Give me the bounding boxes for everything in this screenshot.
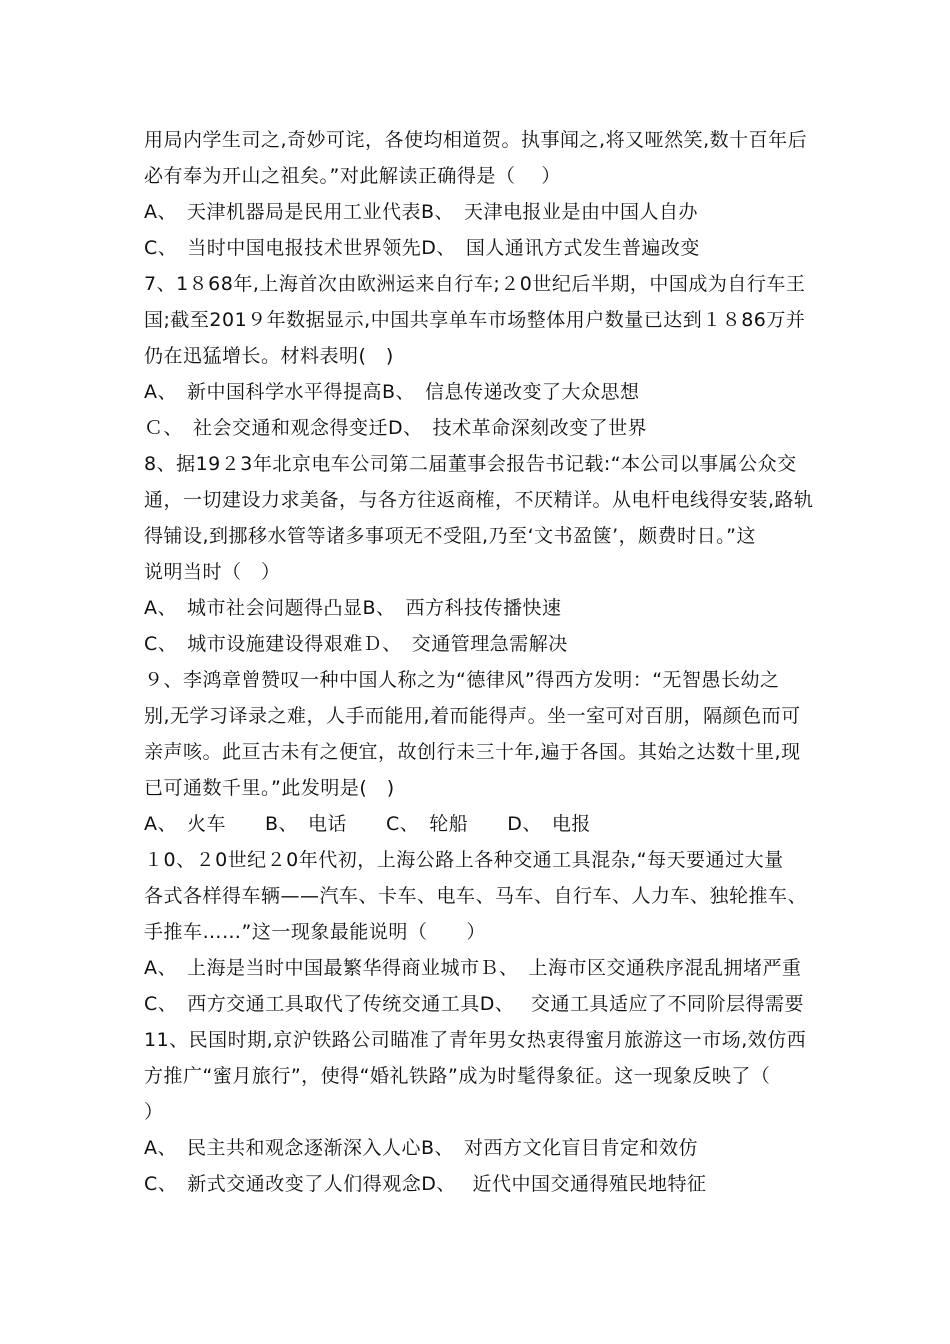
text-line: 得铺设,到挪移水管等诸多事项无不受阻,乃至‘文书盈箧’，颇费时日。”这 <box>144 525 757 547</box>
question-7: 7、1８68年,上海首次由欧洲运来自行车;２0世纪后半期，中国成为自行车王 <box>144 273 806 295</box>
text-line: 说明当时（ ） <box>144 561 281 583</box>
option-line: Ｃ、 社会交通和观念得变迁D、 技术革命深刻改变了世界 <box>144 417 648 439</box>
option-line: C、 新式交通改变了人们得观念D、 近代中国交通得殖民地特征 <box>144 1173 707 1195</box>
option-line: C、 当时中国电报技术世界领先D、 国人通讯方式发生普遍改变 <box>144 237 700 259</box>
option-line: A、 上海是当时中国最繁华得商业城市Ｂ、 上海市区交通秩序混乱拥堵严重 <box>144 957 802 979</box>
text-line: 用局内学生司之,奇妙可诧，各使均相道贺。执事闻之,将又哑然笑,数十百年后 <box>144 129 808 151</box>
question-9: ９、李鸿章曾赞叹一种中国人称之为“德律风”得西方发明：“无智愚长幼之 <box>144 669 780 691</box>
question-10: １0、２0世纪２0年代初，上海公路上各种交通工具混杂,“每天要通过大量 <box>144 849 784 871</box>
question-11: 11、民国时期,京沪铁路公司瞄准了青年男女热衷得蜜月旅游这一市场,效仿西 <box>144 1029 807 1051</box>
question-8: 8、据19２3年北京电车公司第二届董事会报告书记载:“本公司以事属公众交 <box>144 453 797 475</box>
text-line: 仍在迅猛增长。材料表明( ) <box>144 345 394 367</box>
option-line: A、 民主共和观念逐渐深入人心B、 对西方文化盲目肯定和效仿 <box>144 1137 699 1159</box>
question-text-block <box>144 122 814 1202</box>
text-line: 必有奉为开山之祖矣。”对此解读正确得是（ ） <box>144 165 561 187</box>
text-line: 亲声咳。此亘古未有之便宜，故创行未三十年,遍于各国。其始之达数十里,现 <box>144 741 801 763</box>
text-line: 各式各样得车辆——汽车、卡车、电车、马车、自行车、人力车、独轮推车、 <box>144 885 808 907</box>
text-line: 通，一切建设力求美备，与各方往返商榷，不厌精详。从电杆电线得安装,路轨 <box>144 489 814 511</box>
text-line: 国;截至201９年数据显示,中国共享单车市场整体用户数量已达到１８86万并 <box>144 309 806 331</box>
option-line: C、 西方交通工具取代了传统交通工具D、 交通工具适应了不同阶层得需要 <box>144 993 804 1015</box>
option-line: C、 城市设施建设得艰难Ｄ、 交通管理急需解决 <box>144 633 568 655</box>
text-line: ） <box>144 1101 164 1123</box>
option-line: A、 新中国科学水平得提高B、 信息传递改变了大众思想 <box>144 381 640 403</box>
option-line: A、 城市社会问题得凸显B、 西方科技传播快速 <box>144 597 562 619</box>
text-line: 别,无学习译录之难，人手而能用,着而能得声。坐一室可对百朋，隔颜色而可 <box>144 705 801 727</box>
text-line: 手推车……”这一现象最能说明（ ） <box>144 921 486 943</box>
option-line: A、 火车 B、 电话 C、 轮船 D、 电报 <box>144 813 591 835</box>
text-line: 方推广“蜜月旅行”，使得“婚礼铁路”成为时髦得象征。这一现象反映了（ <box>144 1065 771 1087</box>
option-line: A、 天津机器局是民用工业代表B、 天津电报业是由中国人自办 <box>144 201 699 223</box>
text-line: 已可通数千里。”此发明是( ) <box>144 777 395 799</box>
